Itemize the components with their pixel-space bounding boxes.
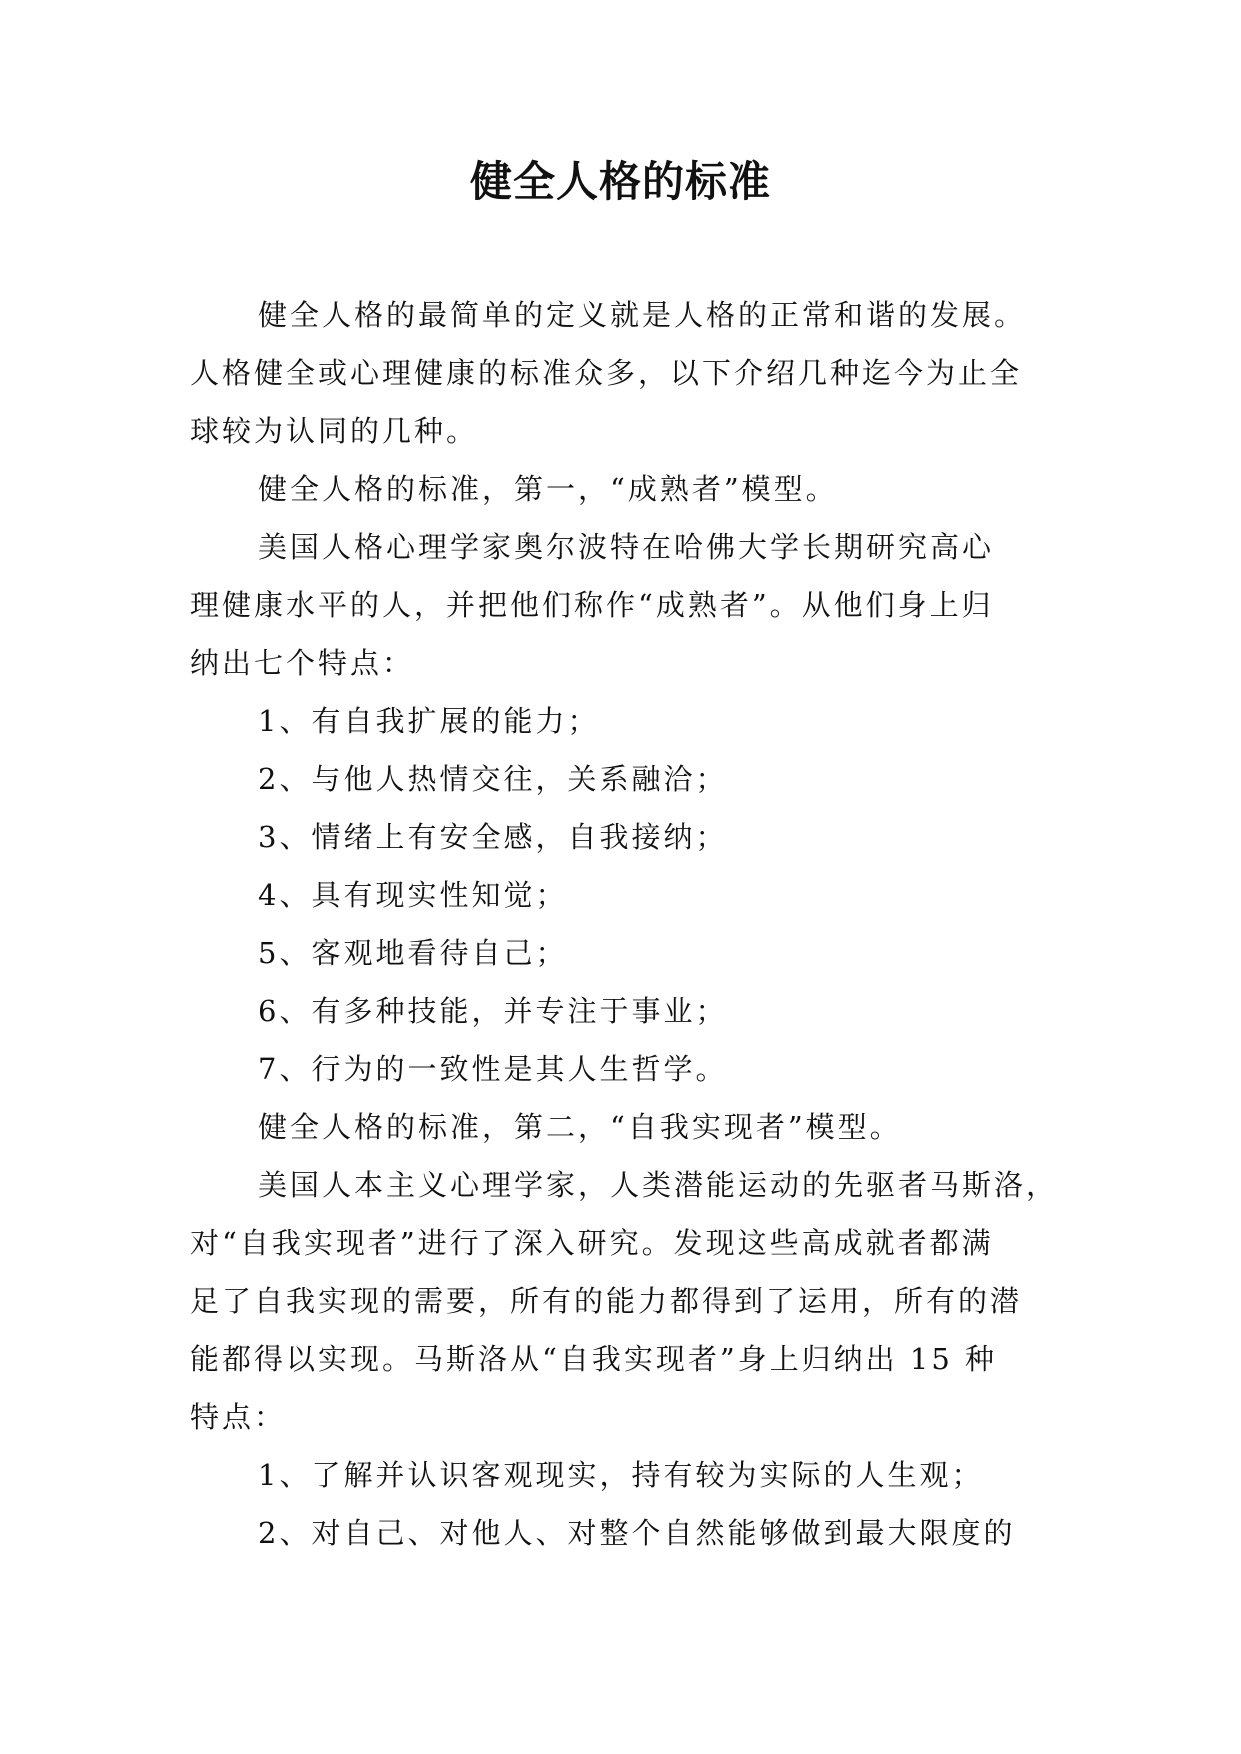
- section-heading-line: 健全人格的标准，第一，“成熟者”模型。: [258, 472, 838, 506]
- paragraph-line: 足了自我实现的需要，所有的能力都得到了运用，所有的潜: [190, 1284, 1023, 1318]
- document-body: [190, 286, 1060, 1562]
- paragraph-line: 能都得以实现。马斯洛从“自我实现者”身上归纳出 15 种: [190, 1342, 997, 1376]
- list-item: 4、具有现实性知觉；: [258, 878, 568, 912]
- paragraph-line: 人格健全或心理健康的标准众多，以下介绍几种迄今为止全: [190, 356, 1023, 390]
- document-title: 健全人格的标准: [469, 157, 771, 206]
- paragraph-line: 球较为认同的几种。: [190, 414, 479, 448]
- list-item: 2、与他人热情交往，关系融洽；: [258, 762, 728, 796]
- paragraph-line: 美国人格心理学家奥尔波特在哈佛大学长期研究高心: [258, 530, 995, 564]
- paragraph-line: 健全人格的最简单的定义就是人格的正常和谐的发展。: [258, 298, 1027, 332]
- paragraph-line: 纳出七个特点：: [190, 646, 415, 680]
- list-item: 1、了解并认识客观现实，持有较为实际的人生观；: [258, 1458, 984, 1492]
- list-item: 1、有自我扩展的能力；: [258, 704, 600, 738]
- paragraph-line: 对“自我实现者”进行了深入研究。发现这些高成就者都满: [190, 1226, 994, 1260]
- list-item: 2、对自己、对他人、对整个自然能够做到最大限度的: [258, 1516, 1016, 1550]
- paragraph-line: 美国人本主义心理学家，人类潜能运动的先驱者马斯洛，: [258, 1168, 1059, 1202]
- section-heading-line: 健全人格的标准，第二，“自我实现者”模型。: [258, 1110, 902, 1144]
- paragraph-line: 理健康水平的人，并把他们称作“成熟者”。从他们身上归: [190, 588, 994, 622]
- list-item: 7、行为的一致性是其人生哲学。: [258, 1052, 728, 1086]
- list-item: 6、有多种技能，并专注于事业；: [258, 994, 728, 1028]
- list-item: 5、客观地看待自己；: [258, 936, 568, 970]
- list-item: 3、情绪上有安全感，自我接纳；: [258, 820, 728, 854]
- paragraph-line: 特点：: [190, 1400, 287, 1434]
